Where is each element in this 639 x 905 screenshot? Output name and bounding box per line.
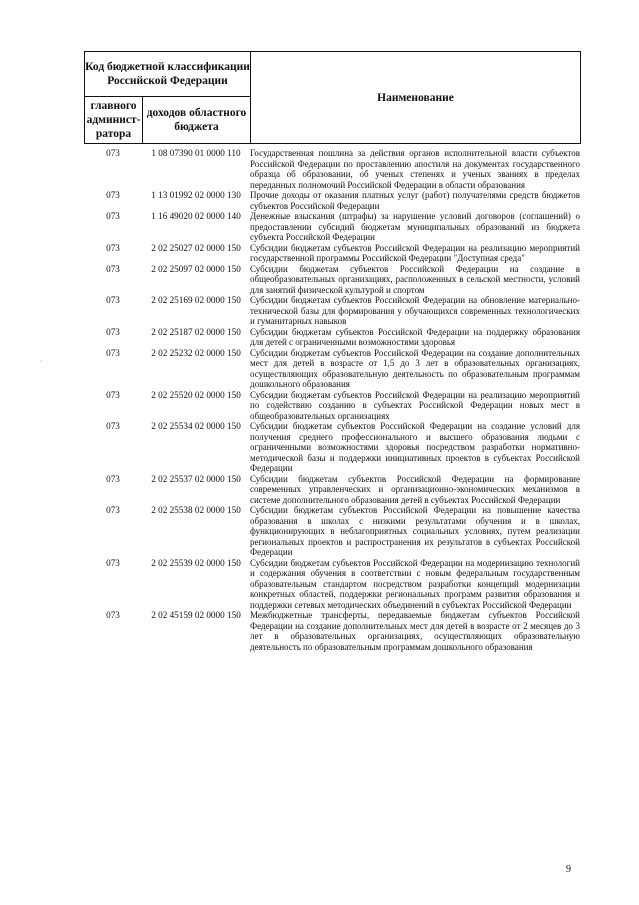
income-name: Субсидии бюджетам субъектов Российской Федерации на реализацию мероприятий по содействию созданию в субъектах Российской Федерации новых мест в общеобразовательных организациях <box>250 389 580 421</box>
table-row <box>84 190 580 211</box>
admin-code: 073 <box>106 389 120 400</box>
table-row <box>84 148 580 190</box>
table-row <box>84 348 580 390</box>
income-name: Прочие доходы от оказания платных услуг (работ) получателями средств бюджетов субъектов Российской Федерации <box>250 190 580 211</box>
table-row <box>84 421 580 474</box>
income-code: 1 16 49020 02 0000 140 <box>151 211 241 221</box>
income-code: 1 13 01992 02 0000 130 <box>151 190 241 200</box>
table-row <box>84 211 580 243</box>
income-code: 1 08 07390 01 0000 110 <box>151 148 241 158</box>
header-code-group: Код бюджетной классификации Российской Федерации <box>85 52 251 97</box>
table-row <box>84 505 580 558</box>
header-income: доходов областного бюджета <box>143 97 251 144</box>
admin-code: 073 <box>106 242 120 253</box>
income-code: 2 02 45159 02 0000 150 <box>151 610 241 620</box>
table-body <box>84 148 580 652</box>
income-name: Субсидии бюджетам субъектов Российской Федерации на реализацию мероприятий государственной программы Российской Федерации "Доступная среда" <box>250 242 580 263</box>
income-code: 2 02 25097 02 0000 150 <box>151 263 241 274</box>
table-row <box>84 558 580 611</box>
admin-code: 073 <box>106 473 120 484</box>
admin-code: 073 <box>106 295 120 305</box>
income-name: Субсидии бюджетам субъектов Российской Федерации на создание дополнительных мест для детей в возрасте от 1,5 до 3 лет в образовательных организациях, осуществляющих образовательную деятельность по образовательным программам дошкольного образования <box>250 347 580 389</box>
admin-code: 073 <box>106 190 120 200</box>
admin-code: 073 <box>106 557 120 568</box>
income-name: Государственная пошлина за действия органов исполнительной власти субъектов Российской Федерации по проставлению апостиля на документах государственного образца об образовании, об ученых степенях и ученых званиях в пределах переданных полномочий Российской Федерации в области образования <box>250 148 580 190</box>
header-name: Наименование <box>251 52 581 144</box>
income-code: 2 02 25538 02 0000 150 <box>151 505 241 515</box>
scan-margin-mark: · <box>40 357 43 366</box>
admin-code: 073 <box>106 610 120 620</box>
admin-code: 073 <box>106 421 120 431</box>
table-row <box>84 243 580 264</box>
income-code: 2 02 25232 02 0000 150 <box>151 347 241 358</box>
admin-code: 073 <box>106 505 120 515</box>
table-row <box>84 295 580 327</box>
income-name: Субсидии бюджетам субъектов Российской Федерации на поддержку образования для детей с ограниченными возможностями здоровья <box>250 326 580 347</box>
admin-code: 073 <box>106 326 120 337</box>
table-header <box>84 51 581 144</box>
table-row <box>84 610 580 652</box>
income-code: 2 02 25539 02 0000 150 <box>151 557 241 568</box>
income-code: 2 02 25534 02 0000 150 <box>151 421 241 431</box>
income-name: Субсидии бюджетам субъектов Российской Федерации на формирование современных управленческих и организационно-экономических механизмов в системе дополнительного образования детей в субъектах Российской Федерации <box>250 473 580 505</box>
admin-code: 073 <box>106 148 120 158</box>
income-code: 2 02 25187 02 0000 150 <box>151 326 241 337</box>
income-name: Субсидии бюджетам субъектов Российской Федерации на создание в общеобразовательных организациях, расположенных в сельской местности, условий для занятий физической культурой и спортом <box>250 263 580 295</box>
header-admin: главного админист-ратора <box>85 97 143 144</box>
table-row <box>84 390 580 422</box>
table-row <box>84 474 580 506</box>
table-row <box>84 264 580 296</box>
income-code: 2 02 25537 02 0000 150 <box>151 473 241 484</box>
income-name: Денежные взыскания (штрафы) за нарушение условий договоров (соглашений) о предоставлении субсидий бюджетам муниципальных образований из бюджета субъекта Российской Федерации <box>250 211 580 242</box>
income-name: Субсидии бюджетам субъектов Российской Федерации на повышение качества образования в школах с низкими результатами обучения и в школах, функционирующих в неблагоприятных социальных условиях, путем реализации региональных проектов и распространения их результатов в субъектах Российской Федерации <box>250 505 580 557</box>
admin-code: 073 <box>106 263 120 274</box>
admin-code: 073 <box>106 347 120 358</box>
table-row <box>84 327 580 348</box>
income-name: Межбюджетные трансферты, передаваемые бюджетам субъектов Российской Федерации на создание дополнительных мест для детей в возрасте от 2 месяцев до 3 лет в образовательных организациях, осуществляющих образовательную деятельность по образовательным программам дошкольного образования <box>250 610 580 652</box>
income-name: Субсидии бюджетам субъектов Российской Федерации на обновление материально-технической базы для формирования у обучающихся современных технологических и гуманитарных навыков <box>250 295 580 326</box>
admin-code: 073 <box>106 211 120 221</box>
page-number: 9 <box>566 864 571 875</box>
income-name: Субсидии бюджетам субъектов Российской Федерации на модернизацию технологий и содержания обучения в соответствии с новым федеральным государственным образовательным стандартом посредством разработки концепций модернизации конкретных областей, поддержки региональных программ развития образования и поддержки сетевых методических объединений в субъектах Российской Федерации <box>250 557 580 610</box>
income-code: 2 02 25520 02 0000 150 <box>151 389 241 400</box>
income-name: Субсидии бюджетам субъектов Российской Федерации на создание условий для получения среднего профессионального и высшего образования людьми с ограниченными возможностями здоровья посредством разработки нормативно-методической базы и поддержки инициативных проектов в субъектах Российской Федерации <box>250 421 580 473</box>
income-code: 2 02 25027 02 0000 150 <box>151 242 241 253</box>
income-code: 2 02 25169 02 0000 150 <box>151 295 241 305</box>
